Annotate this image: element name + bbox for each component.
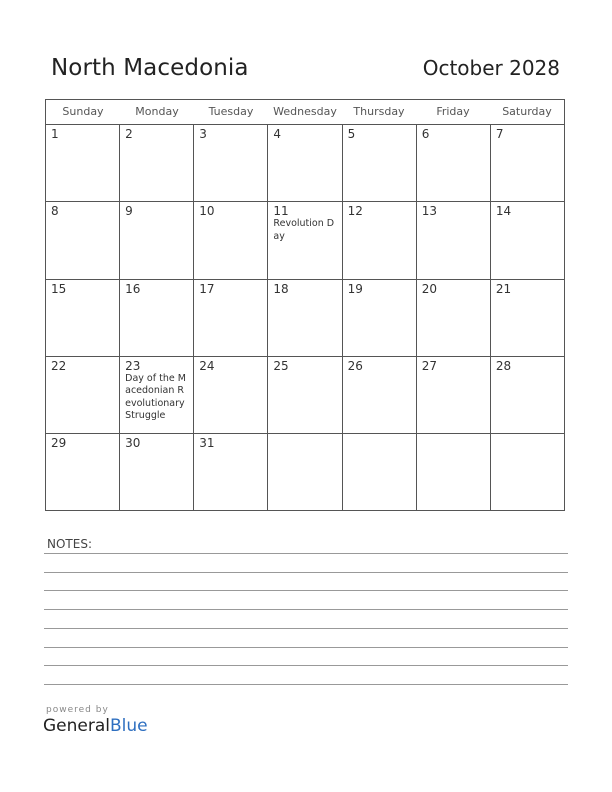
day-number: 15 xyxy=(51,281,67,296)
day-number: 11 xyxy=(273,204,289,219)
day-cell[interactable] xyxy=(417,434,491,511)
day-number: 24 xyxy=(199,358,215,373)
day-cell[interactable] xyxy=(343,202,417,278)
day-number: 14 xyxy=(495,204,512,219)
day-number: 5 xyxy=(347,127,356,141)
day-cell[interactable] xyxy=(417,280,491,356)
day-number: 20 xyxy=(421,281,437,296)
notes-line xyxy=(44,553,568,554)
powered-by-text: powered by xyxy=(46,705,109,715)
day-number: 13 xyxy=(421,204,437,219)
weekday-monday: Monday xyxy=(135,105,179,118)
calendar-grid xyxy=(45,99,565,511)
day-cell[interactable] xyxy=(268,434,342,511)
day-cell[interactable] xyxy=(194,125,268,201)
day-number: 17 xyxy=(199,281,215,296)
day-cell[interactable] xyxy=(194,202,268,278)
day-cell[interactable] xyxy=(46,202,120,278)
day-number: 31 xyxy=(199,436,215,451)
day-cell[interactable] xyxy=(268,280,342,356)
day-cell[interactable] xyxy=(120,434,194,511)
day-cell[interactable] xyxy=(343,280,417,356)
day-cell[interactable] xyxy=(120,280,194,356)
day-cell[interactable] xyxy=(491,357,564,433)
notes-line xyxy=(44,628,568,629)
month-year-title: October 2028 xyxy=(422,56,560,80)
notes-line xyxy=(44,684,568,685)
weekday-saturday: Saturday xyxy=(502,105,552,118)
day-cell[interactable] xyxy=(343,357,417,433)
day-number: 26 xyxy=(347,358,363,373)
day-cell[interactable] xyxy=(120,202,194,278)
week-row xyxy=(46,434,564,511)
brand-blue: Blue xyxy=(110,716,148,736)
brand-logo[interactable] xyxy=(43,716,148,736)
day-number: 25 xyxy=(273,358,289,373)
day-cell[interactable] xyxy=(46,280,120,356)
weekday-header xyxy=(46,100,564,125)
notes-line xyxy=(44,647,568,648)
day-cell[interactable] xyxy=(417,202,491,278)
day-number: 30 xyxy=(125,436,141,451)
week-row xyxy=(46,202,564,279)
day-number: 8 xyxy=(51,204,59,219)
day-cell[interactable] xyxy=(120,125,194,201)
day-cell[interactable] xyxy=(343,434,417,511)
day-cell[interactable] xyxy=(491,202,564,278)
day-number: 28 xyxy=(495,358,512,373)
week-row xyxy=(46,125,564,202)
day-number: 6 xyxy=(421,127,430,141)
day-cell[interactable] xyxy=(268,125,342,201)
week-row xyxy=(46,280,564,357)
week-row xyxy=(46,357,564,434)
day-cell[interactable] xyxy=(417,125,491,201)
day-cell[interactable] xyxy=(491,280,564,356)
day-cell[interactable] xyxy=(46,434,120,511)
day-number: 16 xyxy=(125,281,141,296)
day-number: 7 xyxy=(495,127,504,141)
day-cell[interactable] xyxy=(343,125,417,201)
notes-line xyxy=(44,590,568,591)
day-cell[interactable] xyxy=(194,434,268,511)
day-cell[interactable] xyxy=(491,125,564,201)
day-number: 2 xyxy=(125,127,133,141)
day-number: 21 xyxy=(495,281,512,296)
day-number: 12 xyxy=(347,204,363,219)
day-cell[interactable] xyxy=(268,357,342,433)
day-number: 1 xyxy=(51,127,59,141)
day-number: 10 xyxy=(199,204,215,219)
day-number: 22 xyxy=(51,358,67,373)
day-cell[interactable] xyxy=(46,357,120,433)
day-cell[interactable] xyxy=(491,434,564,511)
day-cell[interactable] xyxy=(194,280,268,356)
day-number: 19 xyxy=(347,281,363,296)
day-number: 18 xyxy=(273,281,289,296)
day-number: 29 xyxy=(51,436,67,451)
weekday-thursday: Thursday xyxy=(353,105,405,118)
brand-general: General xyxy=(43,716,110,736)
day-number: 3 xyxy=(199,127,207,141)
notes-line xyxy=(44,572,568,573)
day-number: 23 xyxy=(125,358,141,373)
weekday-friday: Friday xyxy=(436,105,470,118)
day-cell[interactable] xyxy=(417,357,491,433)
day-number: 27 xyxy=(421,358,437,373)
day-number: 4 xyxy=(273,127,282,141)
weekday-tuesday: Tuesday xyxy=(208,105,254,118)
day-number: 9 xyxy=(125,204,133,219)
day-cell[interactable] xyxy=(268,202,342,278)
day-cell[interactable] xyxy=(46,125,120,201)
notes-line xyxy=(44,665,568,666)
day-cell[interactable] xyxy=(194,357,268,433)
weekday-wednesday: Wednesday xyxy=(273,105,337,118)
notes-label: NOTES: xyxy=(47,537,92,551)
weekday-sunday: Sunday xyxy=(62,105,104,118)
holiday-label: Revolution Day xyxy=(273,218,335,242)
country-title: North Macedonia xyxy=(51,55,249,81)
holiday-label: Day of the Macedonian Revolutionary Struggle xyxy=(125,372,186,422)
day-cell[interactable] xyxy=(120,357,194,433)
notes-line xyxy=(44,609,568,610)
